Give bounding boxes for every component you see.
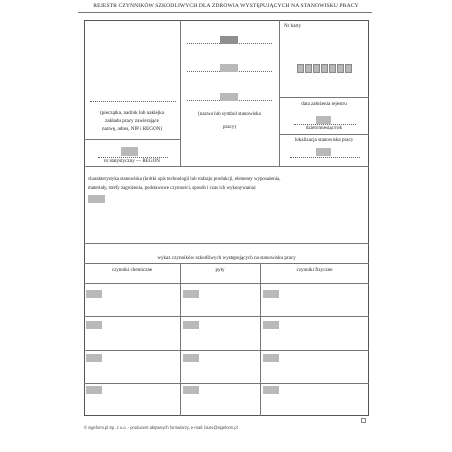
factors-row-divider [84, 316, 369, 317]
location-label: lokalizacja stanowiska pracy [294, 137, 354, 143]
column-physical: czynniki fizyczne [296, 267, 333, 273]
chemical-field[interactable] [86, 290, 102, 298]
factors-row-divider [84, 350, 369, 351]
factors-row-divider [84, 283, 369, 284]
factors-col-divider-2 [260, 263, 261, 416]
physical-field[interactable] [263, 290, 279, 298]
chemical-field[interactable] [86, 386, 102, 394]
factors-heading-divider [84, 263, 369, 264]
position-field-2[interactable] [220, 64, 238, 72]
dust-field[interactable] [183, 321, 199, 329]
regon-label: nr statystyczny — REGON [104, 158, 160, 164]
registry-date-field[interactable] [316, 116, 331, 124]
column-chemical: czynniki chemiczne [111, 267, 153, 273]
physical-field[interactable] [263, 354, 279, 362]
location-dotted-line [290, 157, 360, 158]
stamp-label-3: nazwę, adres, NIP i REGON) [101, 126, 163, 132]
stamp-label-2: zakładu pracy zawierające [105, 118, 159, 124]
form-frame [84, 20, 369, 416]
card-digit-box [321, 64, 328, 73]
position-field-3[interactable] [220, 93, 238, 101]
card-digit-box [345, 64, 352, 73]
stamp-label-1: (pieczątka, nadruk lub naklejka [100, 110, 164, 116]
card-digit-box [305, 64, 312, 73]
divider-position-card [279, 20, 280, 166]
stamp-dotted-line [90, 101, 176, 102]
chemical-field[interactable] [86, 321, 102, 329]
title-underline [78, 12, 372, 13]
card-digit-box [329, 64, 336, 73]
card-digit-box [313, 64, 320, 73]
footer-note: © sigeform.pl Sp. z o.o. - producent aktywnych formularzy, e-mail: biuro@sigeform.pl [84, 425, 238, 430]
corner-mark-icon [361, 418, 366, 423]
card-digit-box [297, 64, 304, 73]
factors-col-divider-1 [180, 263, 181, 416]
factors-row-divider [84, 383, 369, 384]
registry-date-label: data założenia rejestru [301, 101, 347, 107]
characteristics-field[interactable] [88, 195, 105, 203]
document-title: REJESTR CZYNNIKÓW SZKODLIWYCH DLA ZDROWIA WYSTĘPUJĄCYCH NA STANOWISKU PRACY [93, 3, 359, 9]
divider-card-date [279, 97, 369, 98]
regon-field[interactable] [121, 147, 138, 156]
physical-field[interactable] [263, 321, 279, 329]
position-field-1[interactable] [220, 36, 238, 44]
position-name-label-1: (nazwa lub symbol stanowiska [198, 111, 261, 117]
card-digit-box [337, 64, 344, 73]
divider-top-characteristics [84, 166, 369, 167]
dust-field[interactable] [183, 354, 199, 362]
location-field[interactable] [316, 148, 331, 156]
factors-heading: wykaz czynników szkodliwych występujących na stanowisku pracy [157, 255, 296, 261]
divider-stamp-position [180, 20, 181, 166]
position-name-label-2: pracy) [222, 124, 236, 130]
dust-field[interactable] [183, 290, 199, 298]
dust-field[interactable] [183, 386, 199, 394]
physical-field[interactable] [263, 386, 279, 394]
characteristics-label-1: charakterystyka stanowiska (krótki opis technologii lub rodzaju produkcji, elementy wyposażenia, [88, 177, 281, 182]
card-number-field[interactable] [297, 64, 353, 73]
column-dusts: pyły [215, 267, 225, 273]
characteristics-label-2: materiały, strefy zagrożenia, podstawowe czynności, sposób i czas ich wykonywania) [88, 186, 256, 191]
registry-date-format: dzień/miesiąc/rok [305, 125, 343, 131]
chemical-field[interactable] [86, 354, 102, 362]
card-number-label: Nr karty [284, 23, 302, 29]
divider-stamp-regon [84, 139, 180, 140]
divider-date-location [279, 134, 369, 135]
divider-characteristics-factors [84, 243, 369, 244]
